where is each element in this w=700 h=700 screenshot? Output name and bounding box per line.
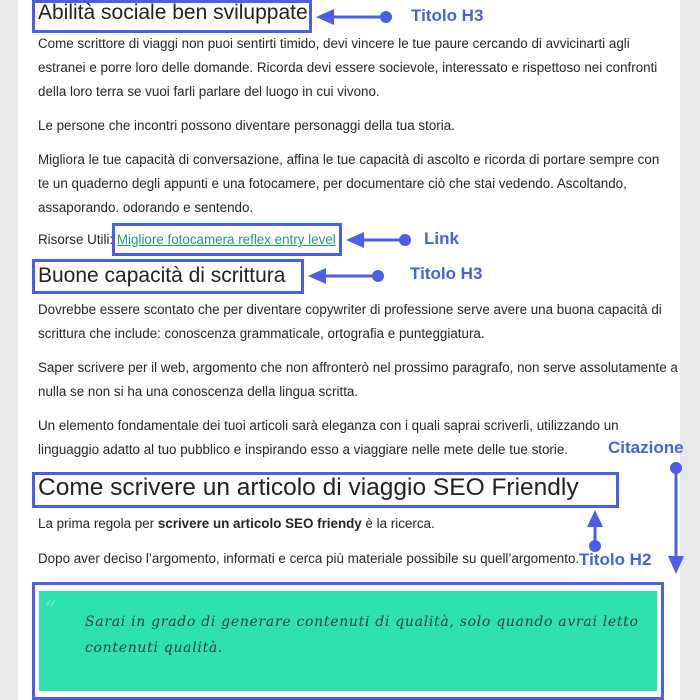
label-titolo-h3-a: Titolo H3 [411,6,484,25]
paragraph-line: Come scrittore di viaggi non puoi sentirti timido, devi vincere le tue paure cercando di avvicinarti agli [38,36,630,51]
para7-suffix: è la ricerca. [361,516,435,531]
arrow-h3-a-dot [380,11,392,23]
arrow-h3-a-head [316,9,334,25]
paragraph-line: Migliora le tue capacità di conversazione, affina le tue capacità di ascolto e ricorda di portare sempre con [38,152,660,167]
paragraph-line: estranei e porre loro delle domande. Ricorda devi essere socievole, interessato e rispettoso nei confronti [38,60,658,75]
paragraph-line: Saper scrivere per il web, argomento che non affronterò nel prossimo paragrafo, non serve assolutamente a [38,360,678,375]
resources-prefix: Risorse Utili: [38,232,114,247]
paragraph-line: scrittura che include: conoscenza grammaticale, ortografia e punteggiatura. [38,326,485,341]
arrow-h3-b-head [308,268,326,284]
paragraph-line: linguaggio adatto al tuo pubblico e inspirando esso a viaggiare nelle mete delle tue storie. [38,442,569,457]
arrow-h3-b-dot [372,270,384,282]
label-titolo-h3-b: Titolo H3 [410,264,483,283]
paragraph-line: Le persone che incontri possono diventare personaggi della tua storia. [38,118,455,133]
arrow-quote-head [668,556,684,574]
paragraph-line: Dovrebbe essere scontato che per diventare copywriter di professione serve avere una buona capacità di [38,302,662,317]
arrow-link-head [346,232,364,248]
paragraph-line: nulla se non si ha una conoscenza della lingua scritta. [38,384,359,399]
quote-line: contenuti qualità. [85,640,224,656]
arrow-h2-head [587,510,603,527]
paragraph-line: della loro terra se vuoi farli parlare del luogo in cui vivono. [38,84,380,99]
paragraph-line: assaporando. odorando e sentendo. [38,200,254,215]
heading-seo-article: Come scrivere un articolo di viaggio SEO Friendly [38,474,579,501]
paragraph-line: Un elemento fondamentale dei tuoi articoli sarà eleganza con i quali saprai scriverli, utilizzando un [38,418,619,433]
label-link: Link [424,229,459,248]
paragraph-line: Dopo aver deciso l’argomento, informati e cerca più materiale possibile su quell’argomento. [38,551,580,566]
quote-line: Sarai in grado di generare contenuti di qualità, solo quando avrai letto [85,614,639,630]
heading-social-skills: Abilità sociale ben sviluppate [38,1,308,24]
para7-prefix: La prima regola per [38,516,158,531]
para7-bold: scrivere un articolo SEO friendy [157,516,362,531]
label-titolo-h2: Titolo H2 [579,550,652,569]
label-citazione: Citazione [608,438,684,457]
heading-writing-skills: Buone capacità di scrittura [38,264,286,287]
quote-mark-icon: “ [44,596,57,624]
paragraph-line: te un quaderno degli appunti e una fotocamere, per documentare ciò che stai vedendo. Ascoltando, [38,176,627,191]
arrow-link-dot [399,234,411,246]
resources-link[interactable]: Migliore fotocamera reflex entry level [116,232,336,247]
